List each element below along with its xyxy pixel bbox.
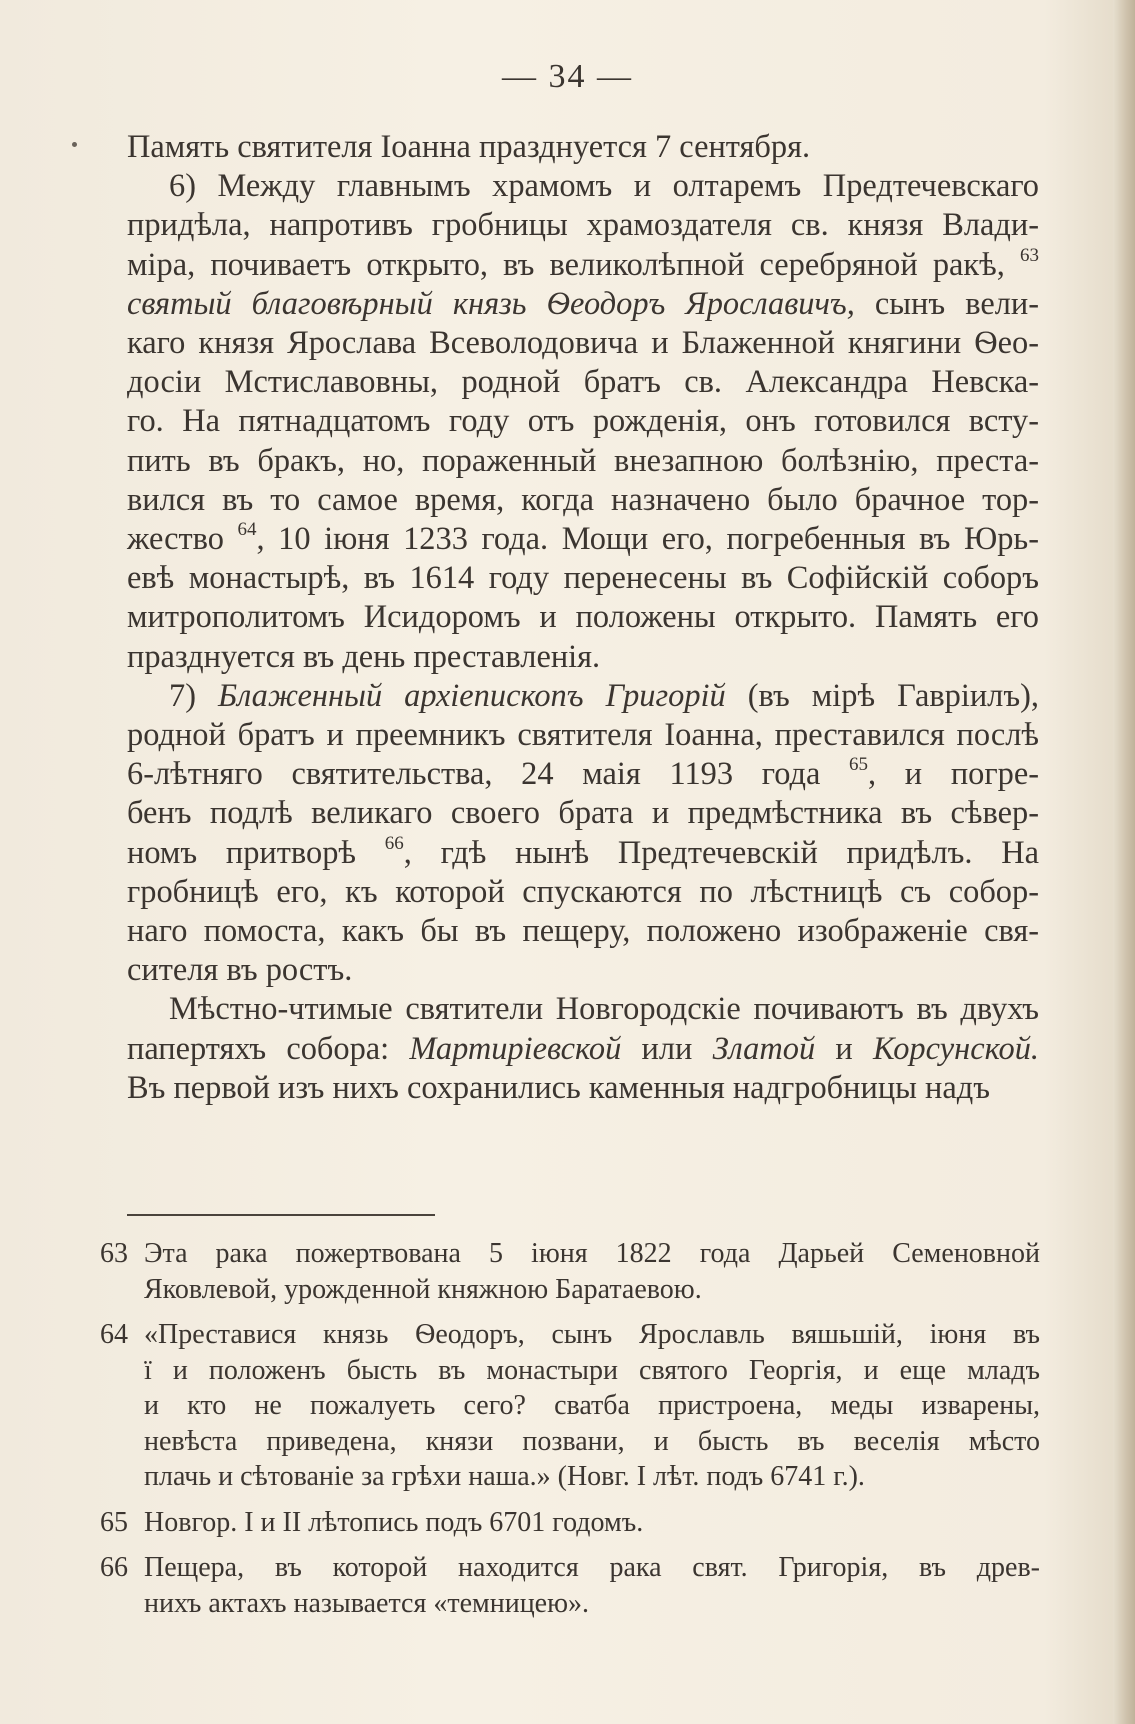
footnote: [100, 1505, 1040, 1541]
footnote-ref: 63: [1020, 244, 1039, 266]
footnote-number: 64: [100, 1319, 128, 1350]
footnote-ref: 65: [849, 754, 869, 776]
text-line: пить въ бракъ, но, пораженный внезапною болѣзнію, преста-: [127, 442, 1039, 479]
footnote: [100, 1317, 1040, 1495]
italic-name: святый благовѣрный князь Ѳеодоръ Ярославичъ,: [127, 285, 855, 322]
text-line: 7) Блаженный архіепископъ Григорій (въ мірѣ Гавріилъ),: [169, 677, 1039, 714]
footnote-text: [144, 1505, 1040, 1541]
text-line: придѣла, напротивъ гробницы храмоздателя св. князя Влади-: [127, 207, 1039, 244]
italic-name: Корсунской.: [872, 1030, 1039, 1067]
footnote-ref: 64: [237, 519, 257, 541]
footnote-number: 63: [100, 1238, 128, 1269]
footnote-number: 65: [100, 1506, 128, 1538]
italic-name: Блаженный архіепископъ Григорій: [218, 677, 726, 714]
text-line: сителя въ ростъ.: [127, 952, 353, 989]
text-line: бенъ подлѣ великаго своего брата и предмѣстника въ сѣвер-: [127, 795, 1039, 832]
page-number: — 34 —: [502, 58, 633, 95]
text-line: міра, почиваетъ открыто, въ великолѣпной серебряной ракѣ, $^{63}$: [127, 244, 1039, 283]
footnote-line: Эта рака пожертвована 5 іюня 1822 года Дарьей Семеновной: [144, 1238, 1040, 1269]
footnote-line: Новгор. I и II лѣтопись подъ 6701 годомъ.: [144, 1506, 644, 1538]
text-line: 6-лѣтняго святительства, 24 маія 1193 года $^{65}$, и погре-: [127, 754, 1039, 793]
text-line: евѣ монастырѣ, въ 1614 году перенесены въ Софійскій соборъ: [127, 560, 1039, 597]
text-line: гробницѣ его, къ которой спускаются по лѣстницѣ съ собор-: [127, 873, 1039, 910]
text-line: 6) Между главнымъ храмомъ и олтаремъ Предтечевскаго: [169, 168, 1039, 205]
text-line: папертяхъ собора: Мартиріевской или Златой и Корсунской.: [127, 1030, 1039, 1067]
text-line: досіи Мстиславовны, родной братъ св. Александра Невска-: [127, 364, 1039, 401]
ink-spot: [72, 142, 77, 147]
page-edge: [1113, 0, 1135, 1724]
text-line: жество $^{64}$, 10 іюня 1233 года. Мощи его, погребенныя въ Юрь-: [127, 519, 1039, 558]
text-line: номъ притворѣ $^{66}$, гдѣ нынѣ Предтечевскій придѣлъ. На: [127, 832, 1039, 871]
text-line: Память святителя Іоанна празднуется 7 сентября.: [127, 129, 811, 165]
footnote-line: ї и положенъ бысть въ монастыри святого Георгія, и еще младъ: [144, 1354, 1040, 1386]
footnotes: [100, 1236, 1040, 1631]
text-line: каго князя Ярослава Всеволодовича и Блаженной княгини Ѳео-: [127, 325, 1039, 362]
main-text: [127, 128, 1039, 1108]
text-line: вился въ то самое время, когда назначено было брачное тор-: [127, 481, 1039, 518]
footnote-text: [144, 1317, 1040, 1495]
footnote-line: «Преставися князь Ѳеодоръ, сынъ Ярославль вяшьшій, іюня въ: [144, 1319, 1040, 1350]
text-line: Мѣстно-чтимые святители Новгородскіе почиваютъ въ двухъ: [169, 991, 1039, 1028]
text-line: митрополитомъ Исидоромъ и положены открыто. Память его: [127, 599, 1039, 636]
footnote-line: Яковлевой, урожденной княжною Баратаевою.: [144, 1273, 702, 1305]
footnote-line: нихъ актахъ называется «темницею».: [144, 1587, 590, 1619]
text-line: празднуется въ день преставленія.: [127, 638, 601, 675]
footnote-text: [144, 1236, 1040, 1307]
italic-name: Златой: [712, 1030, 816, 1067]
footnote: [100, 1550, 1040, 1621]
footnote: [100, 1236, 1040, 1307]
footnote-line: Пещера, въ которой находится рака свят. Григорія, въ древ-: [144, 1552, 1040, 1583]
footnote-number: 66: [100, 1552, 128, 1583]
footnote-line: и кто не пожалуеть сего? сватба пристроена, меды изварены,: [144, 1390, 1040, 1421]
text-line: святый благовѣрный князь Ѳеодоръ Ярославичъ, сынъ вели-: [127, 285, 1039, 322]
text-line: наго помоста, какъ бы въ пещеру, положено изображеніе свя-: [127, 913, 1039, 950]
text-line: го. На пятнадцатомъ году отъ рожденія, онъ готовился всту-: [127, 403, 1039, 440]
footnote-line: плачь и сѣтованіе за грѣхи наша.» (Новг. I лѣт. подъ 6741 г.).: [144, 1461, 865, 1492]
footnote-line: невѣста приведена, князи позвани, и бысть въ веселія мѣсто: [144, 1425, 1040, 1457]
text-line: родной братъ и преемникъ святителя Іоанна, преставился послѣ: [127, 717, 1039, 754]
italic-name: Мартиріевской: [409, 1030, 622, 1067]
footnote-text: [144, 1550, 1040, 1621]
footnote-ref: 66: [384, 832, 404, 854]
footnote-rule: [127, 1214, 435, 1216]
text-line: Въ первой изъ нихъ сохранились каменныя надгробницы надъ: [127, 1069, 990, 1106]
